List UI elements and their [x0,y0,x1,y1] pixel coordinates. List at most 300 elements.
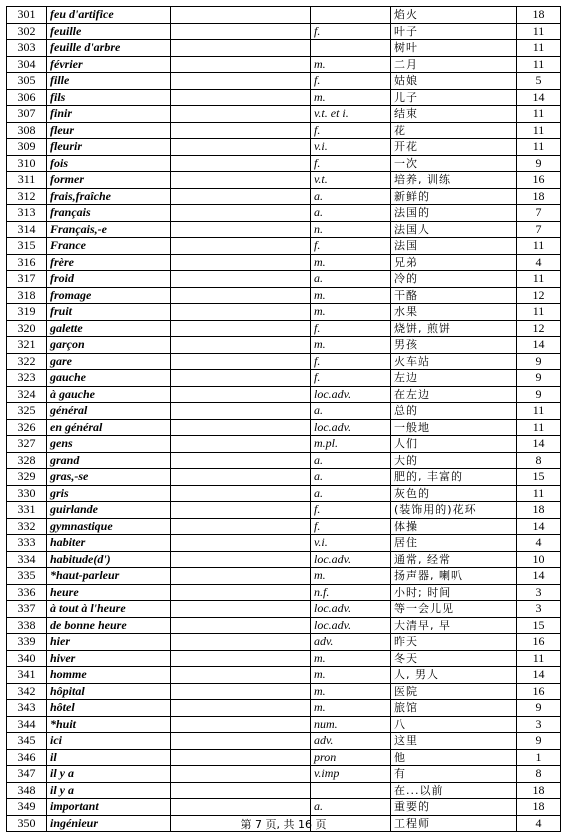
chinese-meaning-cell: 大清早, 早 [391,617,517,634]
table-row [7,221,561,238]
chinese-meaning-cell: 医院 [391,683,517,700]
lesson-number-cell: 14 [517,337,561,354]
chinese-meaning-cell: 等一会儿见 [391,601,517,618]
french-word-cell: heure [47,584,171,601]
grammar-cell: v.i. [311,535,391,552]
lesson-number-cell: 11 [517,304,561,321]
entry-number-cell: 321 [7,337,47,354]
french-word-cell: il y a [47,782,171,799]
french-word-cell: *huit [47,716,171,733]
entry-number-cell: 334 [7,551,47,568]
french-word-cell: galette [47,320,171,337]
table-row [7,782,561,799]
entry-number-cell: 341 [7,667,47,684]
chinese-meaning-cell: 小时; 时间 [391,584,517,601]
chinese-meaning-cell: 居住 [391,535,517,552]
blank-cell [171,535,311,552]
entry-number-cell: 322 [7,353,47,370]
french-word-cell: former [47,172,171,189]
chinese-meaning-cell: 一次 [391,155,517,172]
lesson-number-cell: 12 [517,320,561,337]
french-word-cell: fruit [47,304,171,321]
entry-number-cell: 313 [7,205,47,222]
entry-number-cell: 323 [7,370,47,387]
blank-cell [171,634,311,651]
chinese-meaning-cell: 男孩 [391,337,517,354]
entry-number-cell: 314 [7,221,47,238]
chinese-meaning-cell: 叶子 [391,23,517,40]
table-row [7,271,561,288]
blank-cell [171,436,311,453]
table-row [7,535,561,552]
entry-number-cell: 338 [7,617,47,634]
entry-number-cell: 330 [7,485,47,502]
grammar-cell: m. [311,650,391,667]
table-row [7,485,561,502]
table-row [7,469,561,486]
entry-number-cell: 308 [7,122,47,139]
entry-number-cell: 324 [7,386,47,403]
blank-cell [171,749,311,766]
french-word-cell: habiter [47,535,171,552]
table-row [7,56,561,73]
entry-number-cell: 349 [7,799,47,816]
grammar-cell: m. [311,700,391,717]
grammar-cell: adv. [311,634,391,651]
lesson-number-cell: 5 [517,73,561,90]
grammar-cell: m. [311,254,391,271]
table-row [7,716,561,733]
entry-number-cell: 328 [7,452,47,469]
chinese-meaning-cell: 结束 [391,106,517,123]
chinese-meaning-cell: 他 [391,749,517,766]
entry-number-cell: 325 [7,403,47,420]
lesson-number-cell: 11 [517,271,561,288]
blank-cell [171,815,311,832]
lesson-number-cell: 18 [517,188,561,205]
table-row [7,551,561,568]
lesson-number-cell: 11 [517,106,561,123]
lesson-number-cell: 9 [517,370,561,387]
grammar-cell: m. [311,683,391,700]
chinese-meaning-cell: 开花 [391,139,517,156]
french-word-cell: il y a [47,766,171,783]
chinese-meaning-cell: 工程师 [391,815,517,832]
chinese-meaning-cell: 儿子 [391,89,517,106]
entry-number-cell: 346 [7,749,47,766]
french-word-cell: Français,-e [47,221,171,238]
lesson-number-cell: 15 [517,469,561,486]
entry-number-cell: 339 [7,634,47,651]
chinese-meaning-cell: 大的 [391,452,517,469]
entry-number-cell: 343 [7,700,47,717]
blank-cell [171,667,311,684]
chinese-meaning-cell: 有 [391,766,517,783]
table-row [7,634,561,651]
lesson-number-cell: 7 [517,221,561,238]
chinese-meaning-cell: 花 [391,122,517,139]
blank-cell [171,56,311,73]
blank-cell [171,106,311,123]
entry-number-cell: 329 [7,469,47,486]
grammar-cell: loc.adv. [311,617,391,634]
lesson-number-cell: 8 [517,452,561,469]
blank-cell [171,370,311,387]
chinese-meaning-cell: 旅馆 [391,700,517,717]
table-row [7,667,561,684]
table-row [7,700,561,717]
lesson-number-cell: 9 [517,700,561,717]
table-row [7,238,561,255]
grammar-cell: v.t. [311,172,391,189]
table-row [7,650,561,667]
entry-number-cell: 331 [7,502,47,519]
grammar-cell: a. [311,799,391,816]
table-row [7,502,561,519]
blank-cell [171,403,311,420]
lesson-number-cell: 4 [517,815,561,832]
table-row [7,403,561,420]
french-word-cell: hôtel [47,700,171,717]
page-number-label: 第 7 页, 共 16 页 [240,818,327,831]
table-row [7,766,561,783]
table-row [7,73,561,90]
blank-cell [171,551,311,568]
chinese-meaning-cell: 在左边 [391,386,517,403]
french-word-cell: général [47,403,171,420]
chinese-meaning-cell: 法国人 [391,221,517,238]
french-word-cell: gare [47,353,171,370]
blank-cell [171,172,311,189]
entry-number-cell: 337 [7,601,47,618]
table-row [7,254,561,271]
lesson-number-cell: 8 [517,766,561,783]
french-word-cell: guirlande [47,502,171,519]
chinese-meaning-cell: 这里 [391,733,517,750]
grammar-cell: a. [311,205,391,222]
grammar-cell: a. [311,403,391,420]
grammar-cell: loc.adv. [311,419,391,436]
table-row [7,733,561,750]
entry-number-cell: 345 [7,733,47,750]
table-row [7,7,561,24]
french-word-cell: *haut-parleur [47,568,171,585]
lesson-number-cell: 9 [517,353,561,370]
lesson-number-cell: 9 [517,733,561,750]
grammar-cell: m. [311,568,391,585]
chinese-meaning-cell: 干酪 [391,287,517,304]
grammar-cell [311,40,391,57]
grammar-cell: a. [311,188,391,205]
lesson-number-cell: 10 [517,551,561,568]
table-row [7,386,561,403]
french-word-cell: fleurir [47,139,171,156]
lesson-number-cell: 16 [517,634,561,651]
blank-cell [171,23,311,40]
blank-cell [171,205,311,222]
entry-number-cell: 303 [7,40,47,57]
french-word-cell: à gauche [47,386,171,403]
grammar-cell: f. [311,122,391,139]
lesson-number-cell: 11 [517,650,561,667]
french-word-cell: gymnastique [47,518,171,535]
blank-cell [171,716,311,733]
blank-cell [171,452,311,469]
blank-cell [171,271,311,288]
table-row [7,188,561,205]
french-word-cell: habitude(d') [47,551,171,568]
lesson-number-cell: 1 [517,749,561,766]
grammar-cell: a. [311,485,391,502]
table-row [7,139,561,156]
blank-cell [171,502,311,519]
blank-cell [171,782,311,799]
chinese-meaning-cell: 冷的 [391,271,517,288]
blank-cell [171,254,311,271]
chinese-meaning-cell: 左边 [391,370,517,387]
grammar-cell: a. [311,271,391,288]
blank-cell [171,766,311,783]
french-word-cell: gras,-se [47,469,171,486]
table-row [7,617,561,634]
chinese-meaning-cell: 扬声器, 喇叭 [391,568,517,585]
chinese-meaning-cell: (装饰用的)花环 [391,502,517,519]
blank-cell [171,518,311,535]
grammar-cell: v.i. [311,139,391,156]
french-word-cell: il [47,749,171,766]
chinese-meaning-cell: 一般地 [391,419,517,436]
lesson-number-cell: 16 [517,683,561,700]
lesson-number-cell: 15 [517,617,561,634]
chinese-meaning-cell: 八 [391,716,517,733]
grammar-cell [311,7,391,24]
lesson-number-cell: 14 [517,568,561,585]
blank-cell [171,40,311,57]
entry-number-cell: 318 [7,287,47,304]
entry-number-cell: 310 [7,155,47,172]
chinese-meaning-cell: 肥的, 丰富的 [391,469,517,486]
grammar-cell: f. [311,238,391,255]
entry-number-cell: 347 [7,766,47,783]
lesson-number-cell: 11 [517,485,561,502]
lesson-number-cell: 14 [517,518,561,535]
french-word-cell: de bonne heure [47,617,171,634]
blank-cell [171,617,311,634]
lesson-number-cell: 16 [517,172,561,189]
french-word-cell: gens [47,436,171,453]
entry-number-cell: 305 [7,73,47,90]
table-row [7,518,561,535]
lesson-number-cell: 18 [517,502,561,519]
blank-cell [171,320,311,337]
blank-cell [171,700,311,717]
french-word-cell: ici [47,733,171,750]
lesson-number-cell: 14 [517,667,561,684]
grammar-cell: f. [311,370,391,387]
grammar-cell: m. [311,287,391,304]
blank-cell [171,287,311,304]
chinese-meaning-cell: 昨天 [391,634,517,651]
entry-number-cell: 319 [7,304,47,321]
grammar-cell: m. [311,667,391,684]
french-word-cell: ingénieur [47,815,171,832]
grammar-cell: a. [311,469,391,486]
lesson-number-cell: 18 [517,799,561,816]
entry-number-cell: 315 [7,238,47,255]
french-word-cell: frais,fraîche [47,188,171,205]
chinese-meaning-cell: 体操 [391,518,517,535]
entry-number-cell: 307 [7,106,47,123]
grammar-cell: v.imp [311,766,391,783]
chinese-meaning-cell: 兄弟 [391,254,517,271]
grammar-cell: f. [311,502,391,519]
grammar-cell: a. [311,452,391,469]
grammar-cell [311,815,391,832]
lesson-number-cell: 14 [517,89,561,106]
table-row [7,40,561,57]
blank-cell [171,304,311,321]
chinese-meaning-cell: 人们 [391,436,517,453]
lesson-number-cell: 3 [517,716,561,733]
french-word-cell: fleur [47,122,171,139]
french-word-cell: homme [47,667,171,684]
chinese-meaning-cell: 通常, 经常 [391,551,517,568]
blank-cell [171,584,311,601]
grammar-cell: m. [311,337,391,354]
lesson-number-cell: 9 [517,386,561,403]
french-word-cell: France [47,238,171,255]
table-row [7,815,561,832]
blank-cell [171,733,311,750]
table-row [7,337,561,354]
grammar-cell: v.t. et i. [311,106,391,123]
table-row [7,89,561,106]
table-row [7,155,561,172]
entry-number-cell: 306 [7,89,47,106]
entry-number-cell: 311 [7,172,47,189]
entry-number-cell: 302 [7,23,47,40]
grammar-cell: f. [311,23,391,40]
entry-number-cell: 336 [7,584,47,601]
chinese-meaning-cell: 法国的 [391,205,517,222]
chinese-meaning-cell: 新鲜的 [391,188,517,205]
entry-number-cell: 326 [7,419,47,436]
blank-cell [171,188,311,205]
table-row [7,601,561,618]
blank-cell [171,221,311,238]
grammar-cell: loc.adv. [311,601,391,618]
lesson-number-cell: 14 [517,436,561,453]
french-word-cell: froid [47,271,171,288]
entry-number-cell: 332 [7,518,47,535]
lesson-number-cell: 9 [517,155,561,172]
entry-number-cell: 340 [7,650,47,667]
grammar-cell: pron [311,749,391,766]
lesson-number-cell: 3 [517,584,561,601]
french-word-cell: hôpital [47,683,171,700]
french-word-cell: fils [47,89,171,106]
table-row [7,353,561,370]
lesson-number-cell: 7 [517,205,561,222]
entry-number-cell: 348 [7,782,47,799]
french-word-cell: à tout à l'heure [47,601,171,618]
blank-cell [171,683,311,700]
french-word-cell: en général [47,419,171,436]
table-row [7,122,561,139]
french-word-cell: hier [47,634,171,651]
lesson-number-cell: 3 [517,601,561,618]
table-row [7,436,561,453]
french-word-cell: fois [47,155,171,172]
grammar-cell: n.f. [311,584,391,601]
table-row [7,23,561,40]
blank-cell [171,122,311,139]
chinese-meaning-cell: 火车站 [391,353,517,370]
table-row [7,584,561,601]
table-row [7,452,561,469]
grammar-cell: n. [311,221,391,238]
chinese-meaning-cell: 在...以前 [391,782,517,799]
vocabulary-table-body [7,7,561,832]
lesson-number-cell: 11 [517,238,561,255]
french-word-cell: frère [47,254,171,271]
chinese-meaning-cell: 水果 [391,304,517,321]
vocabulary-page [6,6,560,832]
lesson-number-cell: 18 [517,7,561,24]
entry-number-cell: 304 [7,56,47,73]
table-row [7,370,561,387]
grammar-cell: f. [311,518,391,535]
chinese-meaning-cell: 重要的 [391,799,517,816]
entry-number-cell: 316 [7,254,47,271]
lesson-number-cell: 11 [517,139,561,156]
blank-cell [171,799,311,816]
chinese-meaning-cell: 人, 男人 [391,667,517,684]
lesson-number-cell: 11 [517,56,561,73]
french-word-cell: fromage [47,287,171,304]
blank-cell [171,601,311,618]
entry-number-cell: 342 [7,683,47,700]
chinese-meaning-cell: 姑娘 [391,73,517,90]
table-row [7,419,561,436]
french-word-cell: français [47,205,171,222]
french-word-cell: finir [47,106,171,123]
lesson-number-cell: 12 [517,287,561,304]
french-word-cell: gauche [47,370,171,387]
grammar-cell: adv. [311,733,391,750]
french-word-cell: feuille [47,23,171,40]
blank-cell [171,419,311,436]
chinese-meaning-cell: 灰色的 [391,485,517,502]
table-row [7,683,561,700]
table-row [7,799,561,816]
chinese-meaning-cell: 烧饼, 煎饼 [391,320,517,337]
blank-cell [171,155,311,172]
chinese-meaning-cell: 焰火 [391,7,517,24]
lesson-number-cell: 4 [517,254,561,271]
blank-cell [171,485,311,502]
grammar-cell: f. [311,353,391,370]
blank-cell [171,469,311,486]
lesson-number-cell: 11 [517,40,561,57]
entry-number-cell: 301 [7,7,47,24]
blank-cell [171,337,311,354]
grammar-cell: loc.adv. [311,386,391,403]
blank-cell [171,139,311,156]
table-row [7,106,561,123]
french-word-cell: grand [47,452,171,469]
grammar-cell: num. [311,716,391,733]
